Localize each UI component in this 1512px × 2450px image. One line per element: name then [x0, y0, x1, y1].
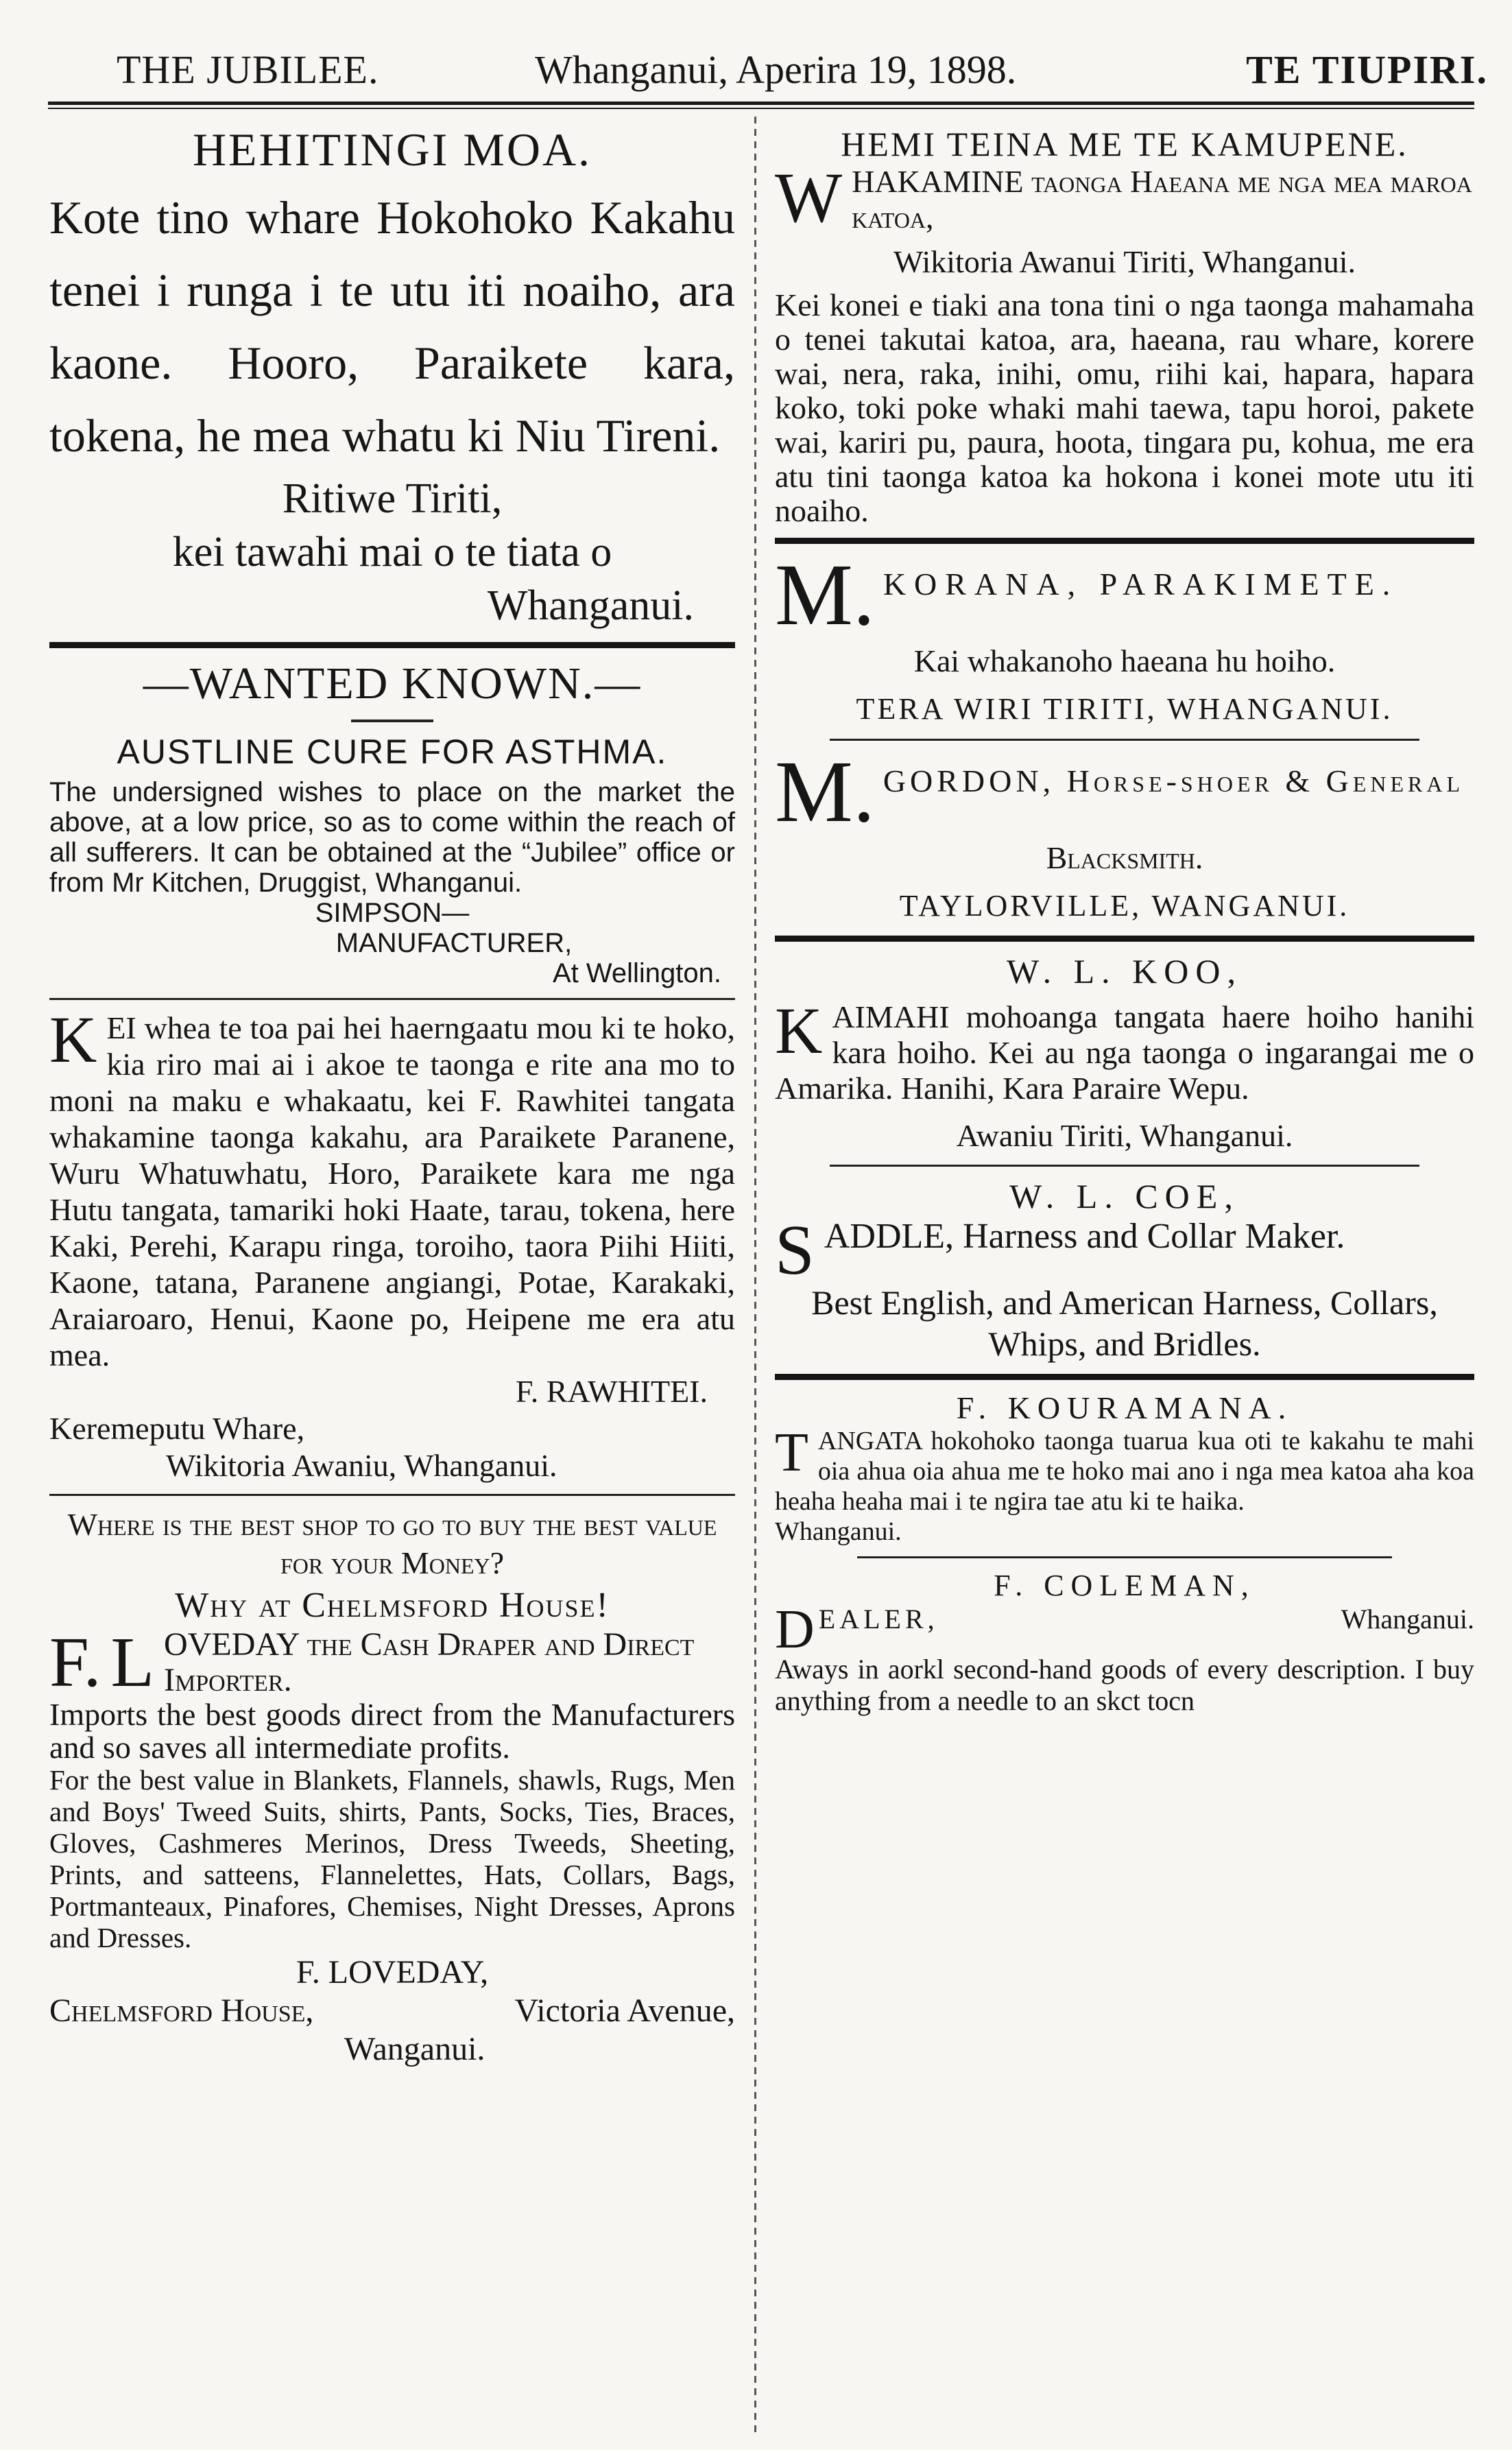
drop-cap: W — [775, 158, 843, 237]
drop-cap: T — [775, 1423, 808, 1483]
drop-cap: K — [775, 994, 823, 1067]
ad-body: Kei konei e tiaki ana tona tini o nga taonga mahamaha o tenei takutai katoa, ara, haeana, rau whare, korere wai, nera, raka, inihi, omu, riihi kai, hapara, hapara koko, toki poke whaki mahi taewa, tapu horoi, pakete wai, kariri pu, paura, hoota, tingara pu, kohua, me era atu tini taonga katoa ka hokona i konei mote utu iti noaiho. — [775, 287, 1474, 528]
ad-body-text: AIMAHI mohoanga tangata haere hoiho hanihi kara hoiho. Kei au nga taonga o ingarangai me o Amarika. Hanihi, Kara Paraire Wepu. — [775, 999, 1474, 1106]
ad-title: W. L. COE, — [1009, 1177, 1240, 1215]
ad-address-line: TAYLORVILLE, WANGANUI. — [899, 889, 1350, 923]
masthead-dateline: Whanganui, Aperira 19, 1898. — [535, 47, 1017, 92]
ad-town: Whanganui. — [1341, 1604, 1474, 1634]
ad-address-line: Wanganui. — [344, 2031, 485, 2067]
ad-body — [49, 1003, 735, 1373]
ad-hemi-teina — [775, 124, 1474, 528]
ad-goods-list: For the best value in Blankets, Flannels, shawls, Rugs, Men and Boys' Tweed Suits, shirts, Pants, Socks, Ties, Braces, Gloves, Cashmeres Merinos, Dress Tweeds, Sheeting, Prints, and satteens, Flannelettes, Hats, Collars, Bags, Portmanteaux, Pinafores, Chemises, Night Dresses, Aprons and Dresses. — [49, 1764, 735, 1953]
ad-address-line: Wikitoria Awanui Tiriti, Whanganui. — [893, 244, 1356, 279]
ad-wanted-known — [49, 658, 735, 988]
ad-signature-line: MANUFACTURER, — [335, 928, 573, 958]
drop-cap: L — [110, 1623, 155, 1702]
ad-signature-line: Ritiwe Tiriti, — [282, 475, 503, 522]
ad-signature-line: kei tawahi mai o te tiata o — [172, 529, 612, 575]
ad-line: Blacksmith. — [1046, 840, 1203, 875]
ad-body: The undersigned wishes to place on the market the above, at a low price, so as to come within the reach of all sufferers. It can be obtained at the “Jubilee” office or from Mr Kitchen, Druggist, Whanganui. — [49, 777, 735, 898]
ad-title: W. L. KOO, — [1007, 952, 1243, 990]
section-rule — [830, 739, 1419, 741]
drop-cap: M. — [775, 554, 875, 632]
ad-signature-line: At Wellington. — [552, 958, 721, 988]
ad-address-line: Chelmsford House, — [49, 1993, 314, 2029]
section-rule — [775, 538, 1474, 544]
ad-lead — [775, 158, 1474, 237]
ad-name: GORDON, Horse-shoer & General — [883, 763, 1465, 798]
ad-title: HEMI TEINA ME TE KAMUPENE. — [841, 125, 1408, 163]
ad-title: F. COLEMAN, — [994, 1569, 1256, 1602]
ad-address-line: Wikitoria Awaniu, Whanganui. — [166, 1448, 557, 1483]
right-column — [775, 120, 1474, 1717]
ad-body: Best English, and American Harness, Collars, Whips, and Bridles. — [811, 1283, 1438, 1363]
ad-rawhitei — [49, 1003, 735, 1484]
ad-address-row — [49, 1992, 735, 2030]
ad-gordon — [775, 750, 1474, 923]
ad-lead-text: ADDLE, Harness and Collar Maker. — [824, 1217, 1345, 1256]
ad-body-text: EI whea te toa pai hei haerngaatu mou ki te hoko, kia riro mai ai i akoe te taonga e rite ana mo to moni na maku e whakaatu, kei F. Rawhitei tangata whakamine taonga kakahu, ara Paraikete Paranene, Wuru Whatuwhatu, Horo, Paraikete kara me nga Hutu tangata, tamariki hoki Haate, tarau, tokena, here Kaki, Perehi, Karapu ringa, toroiho, taora Piihi Hiiti, Kaone, tatana, Paranene angiangi, Potae, Karakaki, Araiaroaro, Henui, Kaone po, Heipene me era atu mea. — [49, 1010, 735, 1372]
column-divider — [754, 117, 756, 2435]
ad-address-line: Whanganui. — [775, 1517, 902, 1546]
section-rule — [775, 936, 1474, 942]
ad-lead — [49, 1623, 735, 1702]
ad-lead: EALER, — [818, 1604, 939, 1634]
section-rule — [49, 998, 735, 1000]
drop-cap: K — [49, 1003, 97, 1076]
ad-loveday — [49, 1506, 735, 2069]
ad-lead-text: OVEDAY the Cash Draper and Direct Importer. — [164, 1626, 695, 1698]
ad-kouramana — [775, 1390, 1474, 1547]
ad-coe — [775, 1176, 1474, 1364]
ad-address-line: Awaniu Tiriti, Whanganui. — [956, 1118, 1293, 1153]
ad-title: HEHITINGI MOA. — [192, 123, 592, 176]
ad-title: —WANTED KNOWN.— — [143, 658, 642, 709]
section-rule — [830, 1165, 1419, 1167]
section-rule — [857, 1556, 1392, 1558]
masthead-rule-thin — [48, 108, 1474, 109]
left-column — [49, 120, 735, 2069]
ad-header-row — [775, 750, 1474, 829]
ad-header-row — [775, 1603, 1474, 1654]
ad-header-row — [775, 554, 1474, 632]
ad-heading: AUSTLINE CURE FOR ASTHMA. — [117, 733, 668, 771]
ad-lead — [775, 1211, 1474, 1289]
ad-hehitingi-moa — [49, 123, 735, 632]
section-rule — [775, 1374, 1474, 1380]
ad-lead-text: HAKAMINE taonga Haeana me nga mea maroa katoa, — [852, 164, 1472, 235]
masthead-rule — [48, 102, 1474, 105]
ad-address-line: Keremeputu Whare, — [49, 1411, 305, 1446]
ad-body-text: ANGATA hokohoko taonga tuarua kua oti te kakahu te mahi oia ahua oia ahua me te hoko mai ano i nga mea katoa aha koa heaha heaha mai i te ngira tae atu ki te haika. — [775, 1427, 1474, 1516]
drop-cap: S — [775, 1211, 815, 1289]
ad-body: Aways in aorkl second-hand goods of every description. I buy anything from a needle to an skct tocn — [775, 1654, 1474, 1716]
ad-korana — [775, 554, 1474, 726]
ad-question: Where is the best shop to go to buy the best value for your Money? — [67, 1507, 717, 1580]
drop-cap: M. — [775, 750, 875, 829]
ad-signature: F. RAWHITEI. — [515, 1374, 708, 1409]
ad-body: Kote tino whare Hokohoko Kakahu tenei i runga i te utu iti noaiho, ara kaone. Hooro, Paraikete kara, tokena, he mea whatu ki Niu Tireni. — [49, 191, 735, 462]
ad-body: Imports the best goods direct from the Manufacturers and so saves all intermediate profits. — [49, 1697, 735, 1765]
ad-coleman — [775, 1568, 1474, 1717]
ad-name: KORANA, PARAKIMETE. — [883, 567, 1399, 602]
ad-title: F. KOURAMANA. — [956, 1390, 1293, 1425]
ad-signature-line: SIMPSON— — [315, 898, 470, 928]
ad-body — [775, 1423, 1474, 1517]
ad-koo — [775, 951, 1474, 1154]
ornament-rule — [351, 719, 433, 722]
ad-line: Kai whakanoho haeana hu hoiho. — [913, 643, 1336, 678]
ad-signature: F. LOVEDAY, — [296, 1954, 489, 1990]
ad-body — [775, 994, 1474, 1106]
section-rule — [49, 1494, 735, 1496]
masthead-title-english: THE JUBILEE. — [117, 47, 379, 92]
drop-cap: F. — [49, 1623, 101, 1702]
ad-address-line: Victoria Avenue, — [514, 1993, 735, 2029]
masthead-title-maori: TE TIUPIRI. — [1246, 47, 1488, 92]
masthead — [48, 41, 1488, 103]
ad-address-line: TERA WIRI TIRITI, WHANGANUI. — [856, 692, 1393, 726]
section-rule — [49, 642, 735, 648]
ad-heading: Why at Chelmsford House! — [175, 1586, 610, 1625]
drop-cap: D — [775, 1603, 815, 1654]
ad-signature-line: Whanganui. — [487, 582, 694, 629]
